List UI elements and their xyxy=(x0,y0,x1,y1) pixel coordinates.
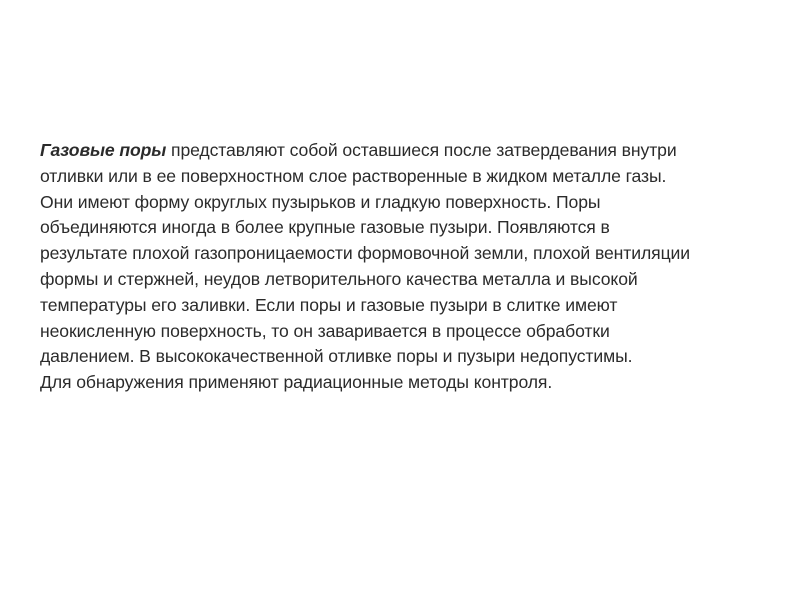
text-line: отливки или в ее поверхностном слое растворенные в жидком металле газы. xyxy=(40,165,667,186)
text-line: результате плохой газопроницаемости формовочной земли, плохой вентиляции xyxy=(40,243,691,264)
text-line-rest: представляют собой оставшиеся после затвердевания внутри xyxy=(166,140,677,160)
text-line: давлением. В высококачественной отливке поры и пузыри недопустимы. xyxy=(40,346,633,367)
text-line xyxy=(40,138,800,164)
body-text xyxy=(40,138,800,396)
text-line: формы и стержней, неудов летворительного качества металла и высокой xyxy=(40,268,638,289)
text-line: Они имеют форму округлых пузырьков и гладкую поверхность. Поры xyxy=(40,191,601,212)
term-highlight: Газовые поры xyxy=(40,140,167,160)
text-line: неокисленную поверхность, то он заваривается в процессе обработки xyxy=(40,320,610,341)
text-line: объединяются иногда в более крупные газовые пузыри. Появляются в xyxy=(40,217,610,238)
text-line: температуры его заливки. Если поры и газовые пузыри в слитке имеют xyxy=(40,294,618,315)
text-line: Для обнаружения применяют радиационные методы контроля. xyxy=(40,372,553,393)
